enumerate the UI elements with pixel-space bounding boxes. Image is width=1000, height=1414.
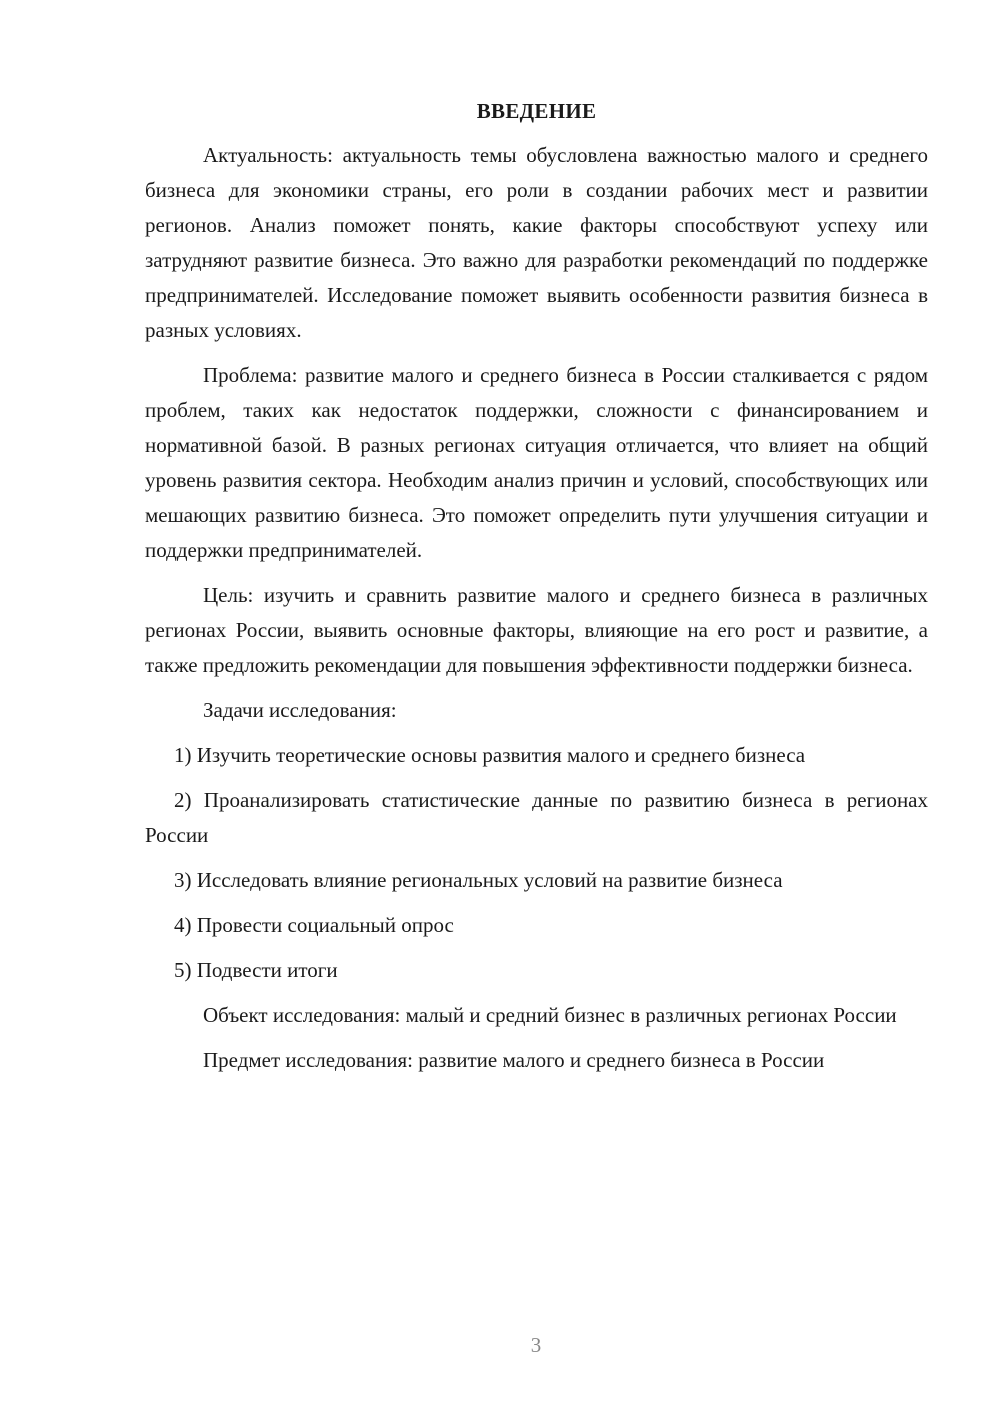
subject-paragraph: Предмет исследования: развитие малого и среднего бизнеса в России (203, 1048, 825, 1072)
tasks-heading: Задачи исследования: (203, 698, 397, 722)
task-item-4: 4) Провести социальный опрос (174, 913, 454, 937)
task-item-5: 5) Подвести итоги (174, 958, 338, 982)
task-item-2: 2) Проанализировать статистические данные по развитию бизнеса в регионах России (145, 788, 928, 847)
task-item-3: 3) Исследовать влияние региональных условий на развитие бизнеса (174, 868, 783, 892)
page-number: 3 (530, 1333, 542, 1357)
goal-paragraph: Цель: изучить и сравнить развитие малого и среднего бизнеса в различных регионах России, выявить основные факторы, влияющие на его рост и развитие, а также предложить рекомендации для повышения эффективности поддержки бизнеса. (145, 583, 928, 677)
tasks-list (145, 738, 928, 988)
relevance-paragraph: Актуальность: актуальность темы обусловлена важностью малого и среднего бизнеса для экономики страны, его роли в создании рабочих мест и развитии регионов. Анализ поможет понять, какие факторы способствуют успеху или затрудняют развитие бизнеса. Это важно для разработки рекомендаций по поддержке предпринимателей. Исследование поможет выявить особенности развития бизнеса в разных условиях. (145, 143, 928, 342)
problem-paragraph: Проблема: развитие малого и среднего бизнеса в России сталкивается с рядом проблем, таких как недостаток поддержки, сложности с финансированием и нормативной базой. В разных регионах ситуация отличается, что влияет на общий уровень развития сектора. Необходим анализ причин и условий, способствующих или мешающих развитию бизнеса. Это поможет определить пути улучшения ситуации и поддержки предпринимателей. (145, 363, 928, 562)
page-title: ВВЕДЕНИЕ (476, 99, 597, 123)
object-paragraph: Объект исследования: малый и средний бизнес в различных регионах России (203, 1003, 897, 1027)
task-item-1: 1) Изучить теоретические основы развития малого и среднего бизнеса (174, 743, 806, 767)
document-body (145, 96, 928, 1088)
